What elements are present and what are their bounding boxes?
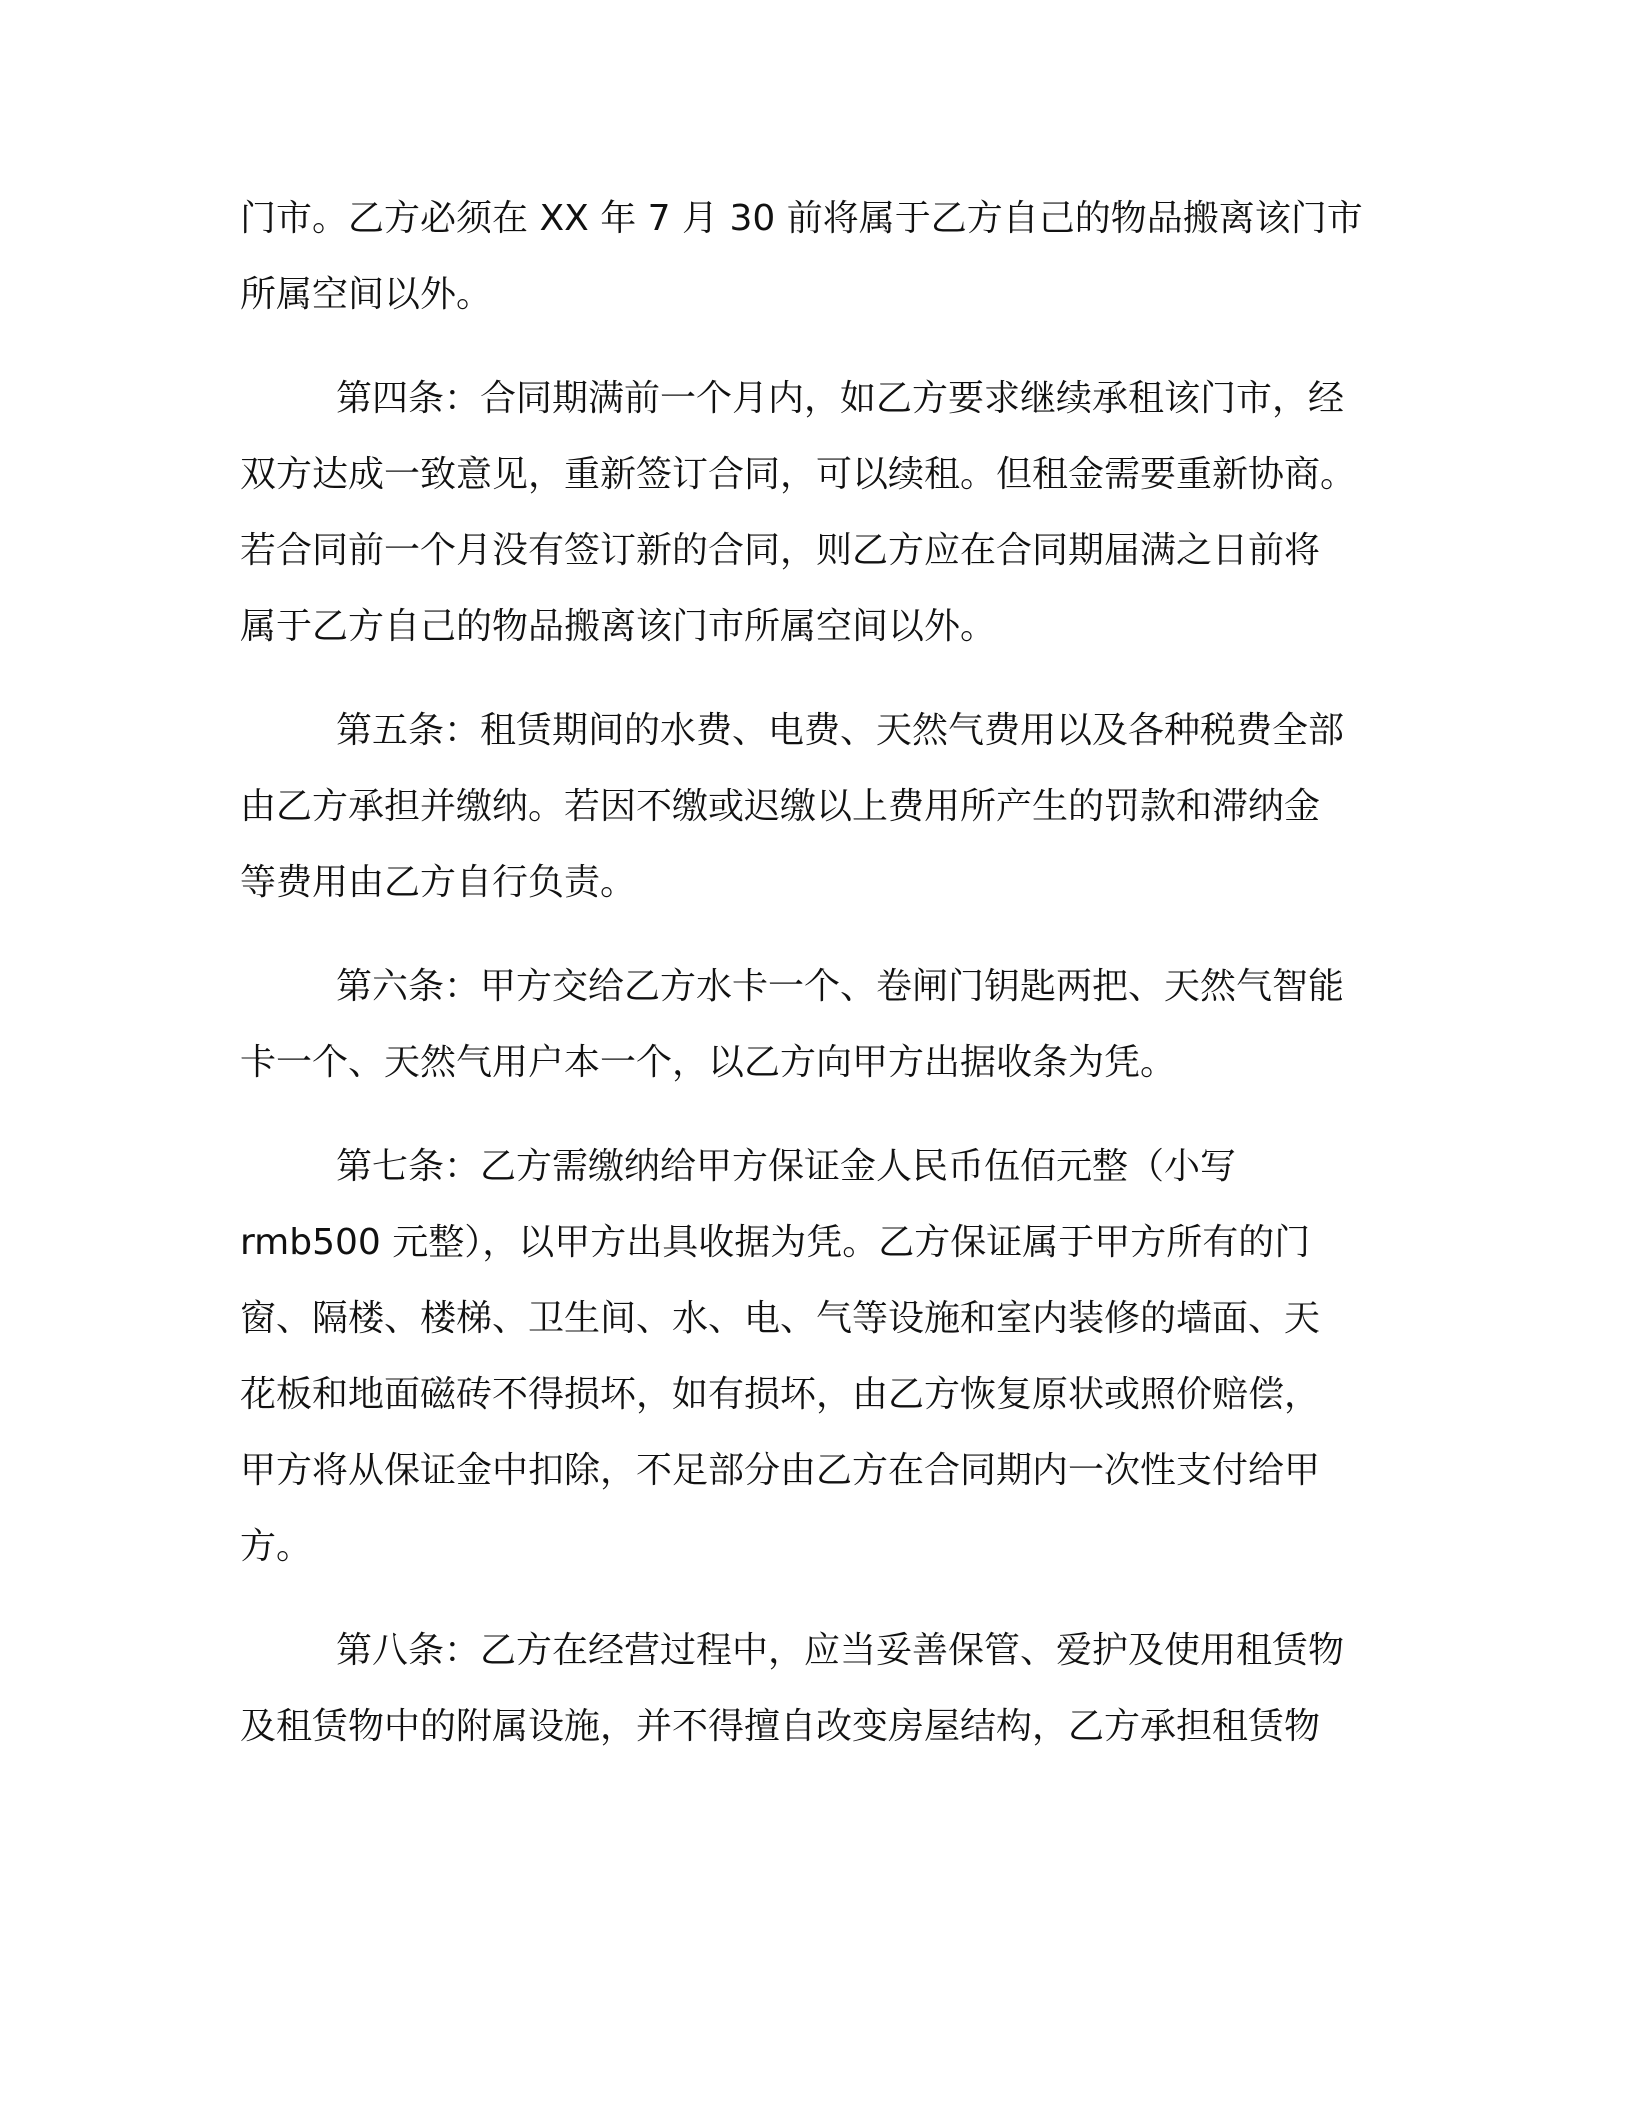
text-line: 若合同前一个月没有签订新的合同，则乙方应在合同期届满之日前将 — [240, 530, 1321, 571]
text-line: 由乙方承担并缴纳。若因不缴或迟缴以上费用所产生的罚款和滞纳金 — [240, 786, 1321, 827]
paragraph-article-5-line: 第五条：租赁期间的水费、电费、天然气费用以及各种税费全部 — [336, 710, 1345, 751]
paragraph-article-4-line: 第四条：合同期满前一个月内，如乙方要求继续承租该门市，经 — [336, 378, 1345, 419]
text-line: 属于乙方自己的物品搬离该门市所属空间以外。 — [240, 606, 997, 647]
text-line: 甲方将从保证金中扣除，不足部分由乙方在合同期内一次性支付给甲 — [240, 1450, 1321, 1491]
text-line: 等费用由乙方自行负责。 — [240, 862, 637, 903]
text-line: 双方达成一致意见，重新签订合同，可以续租。但租金需要重新协商。 — [240, 454, 1357, 495]
paragraph-article-8-line: 第八条：乙方在经营过程中，应当妥善保管、爱护及使用租赁物 — [336, 1630, 1345, 1671]
paragraph-article-7-line: 第七条：乙方需缴纳给甲方保证金人民币伍佰元整（小写 — [336, 1146, 1237, 1187]
text-line: 门市。乙方必须在 XX 年 7 月 30 前将属于乙方自己的物品搬离该门市 — [240, 198, 1363, 239]
text-line: 及租赁物中的附属设施，并不得擅自改变房屋结构，乙方承担租赁物 — [240, 1706, 1321, 1747]
text-line: 花板和地面磁砖不得损坏，如有损坏，由乙方恢复原状或照价赔偿， — [240, 1374, 1321, 1415]
text-line: 所属空间以外。 — [240, 274, 493, 315]
text-line: rmb500 元整），以甲方出具收据为凭。乙方保证属于甲方所有的门 — [240, 1222, 1311, 1263]
text-line: 卡一个、天然气用户本一个，以乙方向甲方出据收条为凭。 — [240, 1042, 1177, 1083]
text-line: 窗、隔楼、楼梯、卫生间、水、电、气等设施和室内装修的墙面、天 — [240, 1298, 1321, 1339]
paragraph-article-6-line: 第六条：甲方交给乙方水卡一个、卷闸门钥匙两把、天然气智能 — [336, 966, 1345, 1007]
text-line: 方。 — [240, 1526, 313, 1567]
